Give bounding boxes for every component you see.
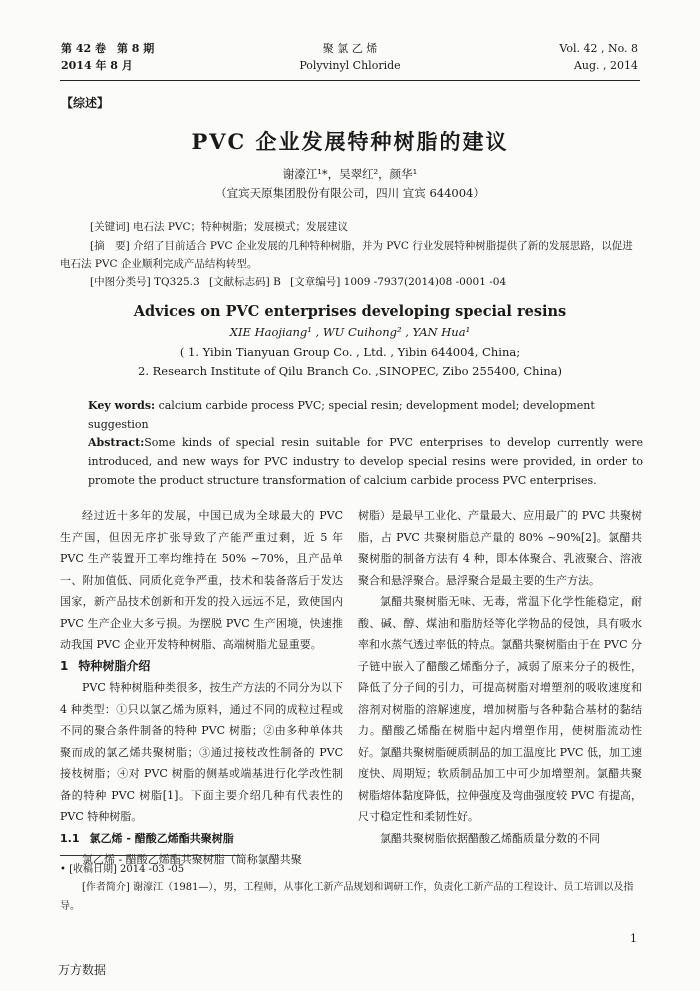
header-journal-en: Polyvinyl Chloride	[299, 59, 401, 72]
footnote-divider	[60, 855, 240, 856]
header-date-cn: 2014 年 8 月	[61, 59, 133, 72]
header-volume-cn: 第 42 卷 第 8 期	[61, 42, 155, 55]
footnote-author-bio: [作者简介] 谢濠江（1981—），男，工程师，从事化工新产品规划和调研工作，负责化工新产品的工程设计、员工培训以及指导。	[60, 882, 634, 912]
section-heading-number: 1	[60, 658, 69, 673]
abstract-en-label: Abstract:	[88, 436, 145, 449]
header-divider	[60, 80, 640, 81]
header-date-en: Aug. , 2014	[573, 59, 638, 72]
section-heading-text: 特种树脂介绍	[78, 658, 151, 673]
watermark-text: 万方数据	[58, 963, 107, 977]
affiliation-en-2: 2. Research Institute of Qilu Branch Co. ,SINOPEC, Zibo 255400, China)	[138, 364, 562, 378]
keywords-en-text: calcium carbide process PVC; special resin; development model; development suggestion	[88, 399, 595, 431]
subsection-heading-text: 氯乙烯 - 醋酸乙烯酯共聚树脂	[89, 831, 234, 845]
header-journal-cn: 聚 氯 乙 烯	[322, 42, 378, 55]
body-paragraph: 经过近十多年的发展，中国已成为全球最大的 PVC 生产国，但因无序扩张导致了产能严重过剩，近 5 年 PVC 生产装置开工率均维持在 50% ~70%，且产品单一、附加值低、同质化竞争严重，技术和装备落后于发达国家，新产品技术创新和开发的投入远远不足，致使国内 PVC 生产企业大多亏损。为摆脱 PVC 生产困境，快速推动我国 PVC 企业开发特种树脂、高端树脂尤显重要。	[60, 509, 343, 651]
section-heading-1	[60, 656, 343, 678]
article-number: [文章编号] 1009 -7937(2014)08 -0001 -04	[290, 276, 507, 288]
authors-en: XIE Haojiang¹ , WU Cuihong² , YAN Hua¹	[229, 325, 471, 339]
body-paragraph: 氯乙烯 - 醋酸乙烯酯共聚树脂（简称氯醋共聚	[82, 853, 302, 866]
header-issue-en	[559, 40, 638, 74]
affiliation-en-1: ( 1. Yibin Tianyuan Group Co. , Ltd. , Yibin 644004, China;	[179, 345, 521, 359]
keywords-en	[88, 396, 643, 434]
page-number: 1	[630, 932, 637, 945]
subsection-heading-1-1	[60, 828, 343, 850]
body-paragraph: 树脂）是最早工业化、产量最大、应用最广的 PVC 共聚树脂，占 PVC 共聚树脂总产量的 80% ~90%[2]。氯醋共聚树脂的制备方法有 4 种，即本体聚合、乳液聚合、溶液聚合和悬浮聚合。悬浮聚合是最主要的生产方法。	[358, 509, 642, 587]
body-column-left	[60, 505, 343, 871]
keywords-en-label: Key words:	[88, 399, 156, 412]
affiliation-cn: （宜宾天原集团股份有限公司，四川 宜宾 644004）	[215, 186, 485, 200]
classification-line	[90, 273, 512, 291]
keywords-cn: [关键词] 电石法 PVC；特种树脂；发展模式；发展建议	[90, 221, 349, 233]
abstract-cn: [摘 要] 介绍了目前适合 PVC 企业发展的几种特种树脂，并为 PVC 行业发展特种树脂提供了新的发展思路，以促进电石法 PVC 企业顺利完成产品结构转型。	[60, 240, 633, 270]
document-code: [文献标志码] B	[209, 276, 281, 288]
article-title-en: Advices on PVC enterprises developing special resins	[133, 303, 567, 320]
header-journal	[250, 40, 450, 74]
header-volume-en: Vol. 42 , No. 8	[559, 42, 638, 55]
header-issue-cn	[61, 40, 154, 74]
section-tag: 【综述】	[61, 96, 110, 110]
footnote-received-date: • [收稿日期] 2014 -03 -05	[60, 864, 185, 875]
subsection-heading-number: 1.1	[60, 831, 80, 845]
abstract-en-text: Some kinds of special resin suitable for PVC enterprises to develop currently were introduced, and new ways for PVC industry to develop special resins were provided, in order to promote the product structure transformation of calcium carbide process PVC enterprises.	[88, 436, 643, 487]
body-column-right	[358, 505, 642, 849]
article-title-cn: PVC 企业发展特种树脂的建议	[191, 129, 509, 154]
body-paragraph: 氯醋共聚树脂依据醋酸乙烯酯质量分数的不同	[380, 831, 600, 845]
body-paragraph: 氯醋共聚树脂无味、无毒，常温下化学性能稳定，耐酸、碱、醇、煤油和脂肪烃等化学物品的侵蚀，具有吸水率和水蒸气透过率低的特点。氯醋共聚树脂由于在 PVC 分子链中嵌入了醋酸乙烯酯分子，减弱了原来分子的极性，降低了分子间的引力，可提高树脂对增塑剂的吸收速度和溶剂对树脂的溶解速度，增加树脂与各种黏合基材的黏结力。醋酸乙烯酯在树脂中起内增塑作用，使树脂流动性好。氯醋共聚树脂硬质制品的加工温度比 PVC 低，加工速度快、周期短；软质制品加工中可少加增塑剂。氯醋共聚树脂熔体黏度降低，拉伸强度及弯曲强度较 PVC 有提高，尺寸稳定性和柔韧性好。	[358, 595, 642, 823]
abstract-en	[88, 433, 643, 490]
authors-cn: 谢濠江¹*，吴翠红²，颜华¹	[282, 167, 418, 181]
body-paragraph: PVC 特种树脂种类很多，按生产方法的不同分为以下 4 种类型：①只以氯乙烯为原料，通过不同的成粒过程或不同的聚合条件制备的特种 PVC 树脂；②由多种单体共聚而成的氯乙烯共聚树脂；③通过接枝改性制备的 PVC 接枝树脂；④对 PVC 树脂的侧基或端基进行化学改性制备的特种 PVC 树脂[1]。下面主要介绍几种有代表性的 PVC 特种树脂。	[60, 681, 343, 823]
clc-code: [中图分类号] TQ325.3	[90, 276, 200, 288]
